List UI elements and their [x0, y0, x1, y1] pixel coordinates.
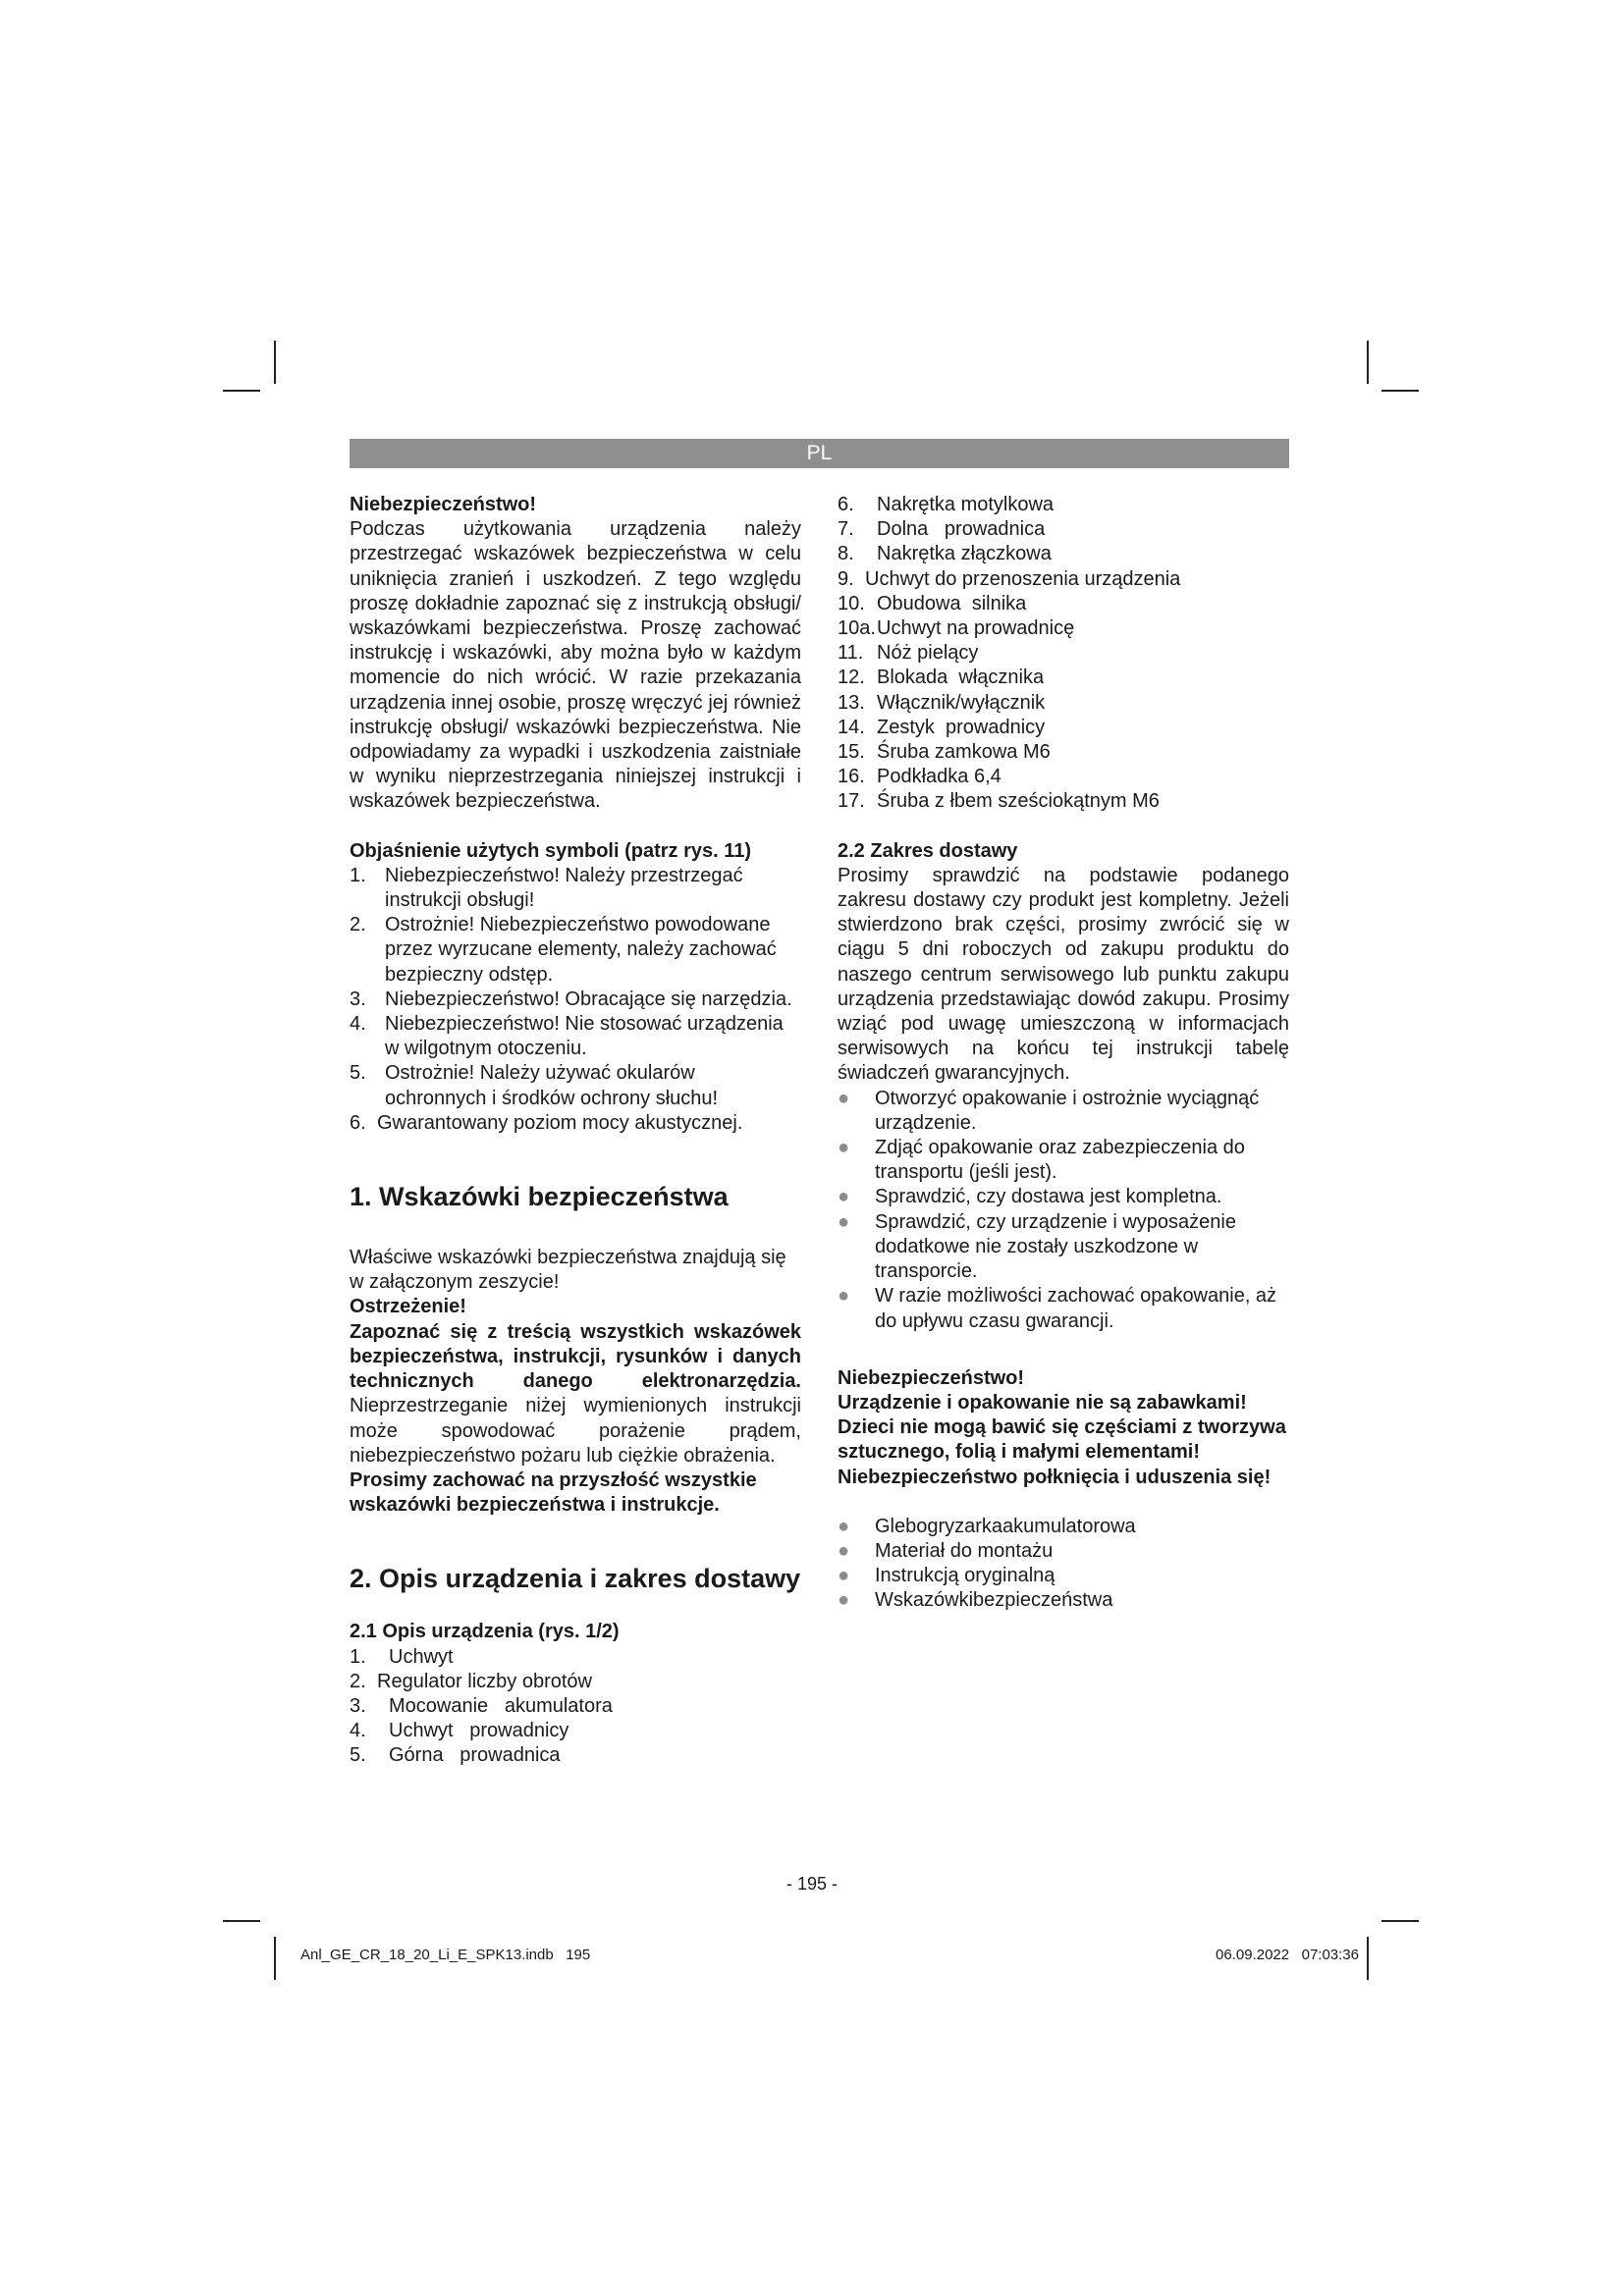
bullet-icon: ● [838, 1186, 850, 1208]
parts-list-item: 2. Regulator liczby obrotów [350, 1670, 592, 1692]
language-label: PL [806, 442, 833, 464]
crop-mark-bottom-left [274, 1937, 276, 1980]
keep-instructions-text: Prosimy zachować na przyszłość wszystkie wskazówki bezpieczeństwa i instrukcje. [350, 1468, 757, 1517]
symbols-list-item: 2. Ostrożnie! Niebezpieczeństwo powodowane przez wyrzucane elementy, należy zachować bezpieczny odstęp. [350, 914, 777, 986]
footer-timestamp: 06.09.2022 07:03:36 [1216, 1947, 1359, 1963]
crop-mark-top-left [274, 341, 276, 384]
symbols-list-item: 4. Niebezpieczeństwo! Nie stosować urządzenia w wilgotnym otoczeniu. [350, 1013, 784, 1060]
parts-list-item: 17. Śruba z łbem sześciokątnym M6 [838, 790, 1160, 813]
bullet-icon: ● [838, 1539, 850, 1562]
parts-list-item: 12. Blokada włącznika [838, 667, 1045, 689]
bullet-item: ● Wskazówkibezpieczeństwa [838, 1588, 1289, 1613]
warning-title: Niebezpieczeństwo! [350, 494, 537, 515]
caution-bold-text: Zapoznać się z treścią wszystkich wskazówek bezpieczeństwa, instrukcji, rysunków i danych technicznych danego elektronarzędzia. [350, 1320, 801, 1393]
bullet-item: ● Sprawdzić, czy urządzenie i wyposażenie dodatkowe nie zostały uszkodzone w transporcie. [838, 1210, 1289, 1285]
symbols-list-item: 6. Gwarantowany poziom mocy akustycznej. [350, 1111, 743, 1134]
section-2-heading: 2. Opis urządzenia i zakres dostawy [350, 1564, 801, 1594]
parts-list-item: 1. Uchwyt [350, 1645, 454, 1668]
bullet-item: ● Glebogryzarkaakumulatorowa [838, 1515, 1289, 1539]
symbols-title: Objaśnienie użytych symboli (patrz rys. 11) [350, 839, 752, 862]
parts-list-item: 15. Śruba zamkowa M6 [838, 741, 1051, 764]
parts-list-item: 5. Górna prowadnica [350, 1744, 561, 1767]
delivery-scope-text: Prosimy sprawdzić na podstawie podanego zakresu dostawy czy produkt jest kompletny. Jeżeli stwierdzono brak części, prosimy zwrócić się w ciągu 5 dni roboczych od zakupu produktu do naszego centrum serwisowego lub punktu zakupu urządzenia przedstawiając dowód zakupu. Prosimy wziąć pod uwagę umieszczoną w informacjach serwisowych na końcu tej instrukcji tabelę świadczeń gwarancyjnych. [838, 864, 1289, 1085]
parts-list-item: 4. Uchwyt prowadnicy [350, 1720, 569, 1742]
section-1-heading: 1. Wskazówki bezpieczeństwa [350, 1182, 729, 1212]
bullet-item: ● Instrukcją oryginalną [838, 1564, 1289, 1588]
subsection-2-2-heading: 2.2 Zakres dostawy [838, 839, 1018, 862]
caution-title: Ostrzeżenie! [350, 1296, 466, 1318]
caution-text: Nieprzestrzeganie niżej wymienionych instrukcji może spowodować porażenie prądem, niebezpieczeństwo pożaru lub ciężkie obrażenia. [350, 1395, 801, 1467]
bullet-item: ● Materiał do montażu [838, 1539, 1289, 1564]
warning-text: Podczas użytkowania urządzenia należy przestrzegać wskazówek bezpieczeństwa w celu uniknięcia zranień i uszkodzeń. Z tego względu proszę dokładnie zapoznać się z instrukcją obsługi/ wskazówkami bezpieczeństwa. Proszę zachować instrukcję i wskazówki, aby można było w każdym momencie do nich wrócić. W razie przekazania urządzenia innej osobie, proszę wręczyć jej również instrukcję obsługi/ wskazówki bezpieczeństwa. Nie odpowiadamy za wypadki i uszkodzenia zaistniałe w wyniku nieprzestrzegania niniejszej instrukcji i wskazówek bezpieczeństwa. [350, 518, 801, 813]
parts-list-item: 3. Mocowanie akumulatora [350, 1694, 613, 1717]
crop-mark-top-right [1367, 341, 1369, 384]
footer-file-name: Anl_GE_CR_18_20_Li_E_SPK13.indb 195 [300, 1947, 591, 1963]
parts-list-item: 10a. Uchwyt na prowadnicę [838, 617, 1075, 640]
left-column [350, 493, 801, 1769]
danger-title: Niebezpieczeństwo! [838, 1366, 1025, 1389]
bullet-icon: ● [838, 1565, 850, 1587]
parts-list-item: 8. Nakrętka złączkowa [838, 543, 1052, 565]
parts-list-item: 14. Zestyk prowadnicy [838, 716, 1046, 738]
crop-mark-top-left [223, 390, 260, 392]
parts-list-item: 13. Włącznik/wyłącznik [838, 691, 1046, 714]
symbols-list [350, 864, 801, 1136]
bullet-icon: ● [838, 1589, 850, 1612]
bullet-icon: ● [838, 1210, 850, 1233]
caution-paragraph [350, 1320, 801, 1468]
bullet-item: ● W razie możliwości zachować opakowanie, aż do upływu czasu gwarancji. [838, 1284, 1289, 1333]
parts-list-left [350, 1645, 801, 1769]
bullet-item: ● Otworzyć opakowanie i ostrożnie wyciągnąć urządzenie. [838, 1087, 1289, 1136]
bullet-item: ● Zdjąć opakowanie oraz zabezpieczenia do transportu (jeśli jest). [838, 1136, 1289, 1185]
parts-list-item: 11. Nóż pielący [838, 642, 979, 665]
language-header-bar [350, 439, 1289, 468]
delivery-contents-list [838, 1515, 1289, 1614]
bullet-icon: ● [838, 1285, 850, 1308]
crop-mark-bottom-left [223, 1920, 260, 1922]
bullet-icon: ● [838, 1087, 850, 1109]
symbols-list-item: 3. Niebezpieczeństwo! Obracające się narzędzia. [350, 988, 792, 1010]
bullet-icon: ● [838, 1137, 850, 1159]
parts-list-item: 7. Dolna prowadnica [838, 518, 1046, 541]
bullet-icon: ● [838, 1515, 850, 1537]
parts-list-item: 6. Nakrętka motylkowa [838, 494, 1055, 515]
parts-list-right [838, 493, 1289, 815]
parts-list-item: 16. Podkładka 6,4 [838, 766, 1001, 788]
crop-mark-bottom-right [1367, 1937, 1369, 1980]
page-number: - 195 - [785, 1874, 839, 1894]
danger-text: Urządzenie i opakowanie nie są zabawkami! Dzieci nie mogą bawić się częściami z tworzywa sztucznego, folią i małymi elementami! Niebezpieczeństwo połknięcia i uduszenia się! [838, 1391, 1286, 1488]
symbols-list-item: 1. Niebezpieczeństwo! Należy przestrzegać instrukcji obsługi! [350, 864, 743, 912]
crop-mark-top-right [1381, 390, 1419, 392]
right-column [838, 493, 1289, 1614]
bullet-item: ● Sprawdzić, czy dostawa jest kompletna. [838, 1185, 1289, 1209]
symbols-list-item: 5. Ostrożnie! Należy używać okularów ochronnych i środków ochrony słuchu! [350, 1062, 719, 1109]
unpacking-list [838, 1087, 1289, 1334]
crop-mark-bottom-right [1381, 1920, 1419, 1922]
parts-list-item: 10. Obudowa silnika [838, 592, 1027, 614]
subsection-2-1-heading: 2.1 Opis urządzenia (rys. 1/2) [350, 1621, 620, 1643]
section-1-text: Właściwe wskazówki bezpieczeństwa znajdują się w załączonym zeszycie! [350, 1247, 786, 1294]
parts-list-item: 9. Uchwyt do przenoszenia urządzenia [838, 567, 1181, 590]
